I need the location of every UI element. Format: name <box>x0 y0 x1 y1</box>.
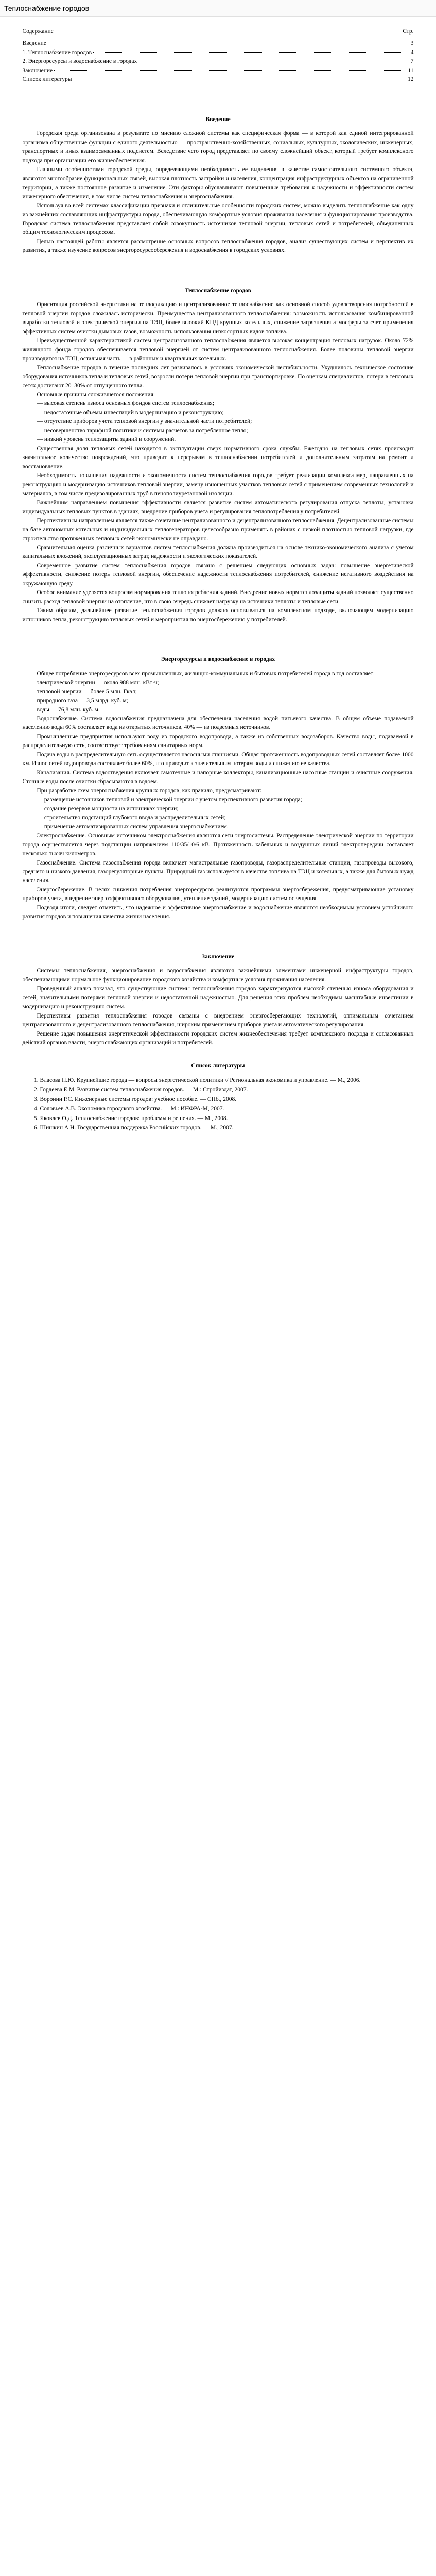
paragraph: — строительство подстанций глубокого ввода и распределительных сетей; <box>37 815 226 821</box>
paragraph: Перспективным направлением является также сочетание централизованного и децентрализованного теплоснабжения. Децентрализованные системы на базе автономных котельных и индивидуальных теплогенераторов целесообразно применять в районах с низкой плотностью тепловой нагрузки, где строительство протяженных тепловых сетей экономически не оправдано. <box>22 517 414 542</box>
paragraph: Водоснабжение. Система водоснабжения предназначена для обеспечения населения водой питьевого качества. В общем объеме подаваемой населению воды 60% составляет вода из открытых источников, 40% — из подземных источников. <box>22 716 414 731</box>
paragraph: — применение автоматизированных систем управления энергоснабжением. <box>37 823 229 830</box>
paragraph: Энергосбережение. В целях снижения потребления энергоресурсов реализуются программы энергосбережения, предусматривающие установку приборов учета, внедрение энергоэффективного оборудования, утепление зданий, модернизацию систем освещения. <box>22 886 414 902</box>
paragraph: Ориентация российской энергетики на теплофикацию и централизованное теплоснабжение как основной способ удовлетворения потребностей в тепловой энергии городов сложилась исторически. Преимущества централизованного теплоснабжения: возможность использования комбинированной выработки тепловой и электрической энергии на ТЭЦ, более высокий КПД крупных котельных, снижение загрязнения атмосферы за счет применения эффективных систем очистки дымовых газов, возможность использования низкосортных видов топлива. <box>22 301 414 335</box>
intro-heading: Введение <box>205 116 231 123</box>
toc-entry-title: Список литературы <box>22 76 72 83</box>
references-list <box>23 1076 414 1133</box>
section1-body <box>23 300 414 624</box>
paragraph: Особое внимание уделяется вопросам нормирования теплопотребления зданий. Внедрение новых норм теплозащиты зданий позволяет существенно снизить расход тепловой энергии на отопление, что в свою очередь снижает нагрузку на источники теплоты и тепловые сети. <box>22 589 414 605</box>
paragraph: Главными особенностями городской среды, определяющими необходимость ее выделения в качестве самостоятельного системного объекта, являются многообразие функциональных связей, высокая плотность застройки и населения, концентрация инфраструктурных объектов на ограниченной территории, а также постоянное развитие и изменение. Эти факторы обуславливают повышенные требования к надежности и эффективности систем инженерного обеспечения, в том числе систем теплоснабжения и энергоснабжения. <box>22 166 414 200</box>
toc-heading: Содержание <box>22 28 54 35</box>
reference-item: 2. Гордеева Е.М. Развитие систем теплоснабжения городов. — М.: Стройиздат, 2007. <box>40 1086 414 1094</box>
paragraph: электрической энергии — около 988 млн. кВт·ч; <box>37 680 159 686</box>
toc-entry[interactable] <box>23 75 414 84</box>
paragraph: — высокая степень износа основных фондов систем теплоснабжения; <box>37 400 215 407</box>
section2-body <box>23 670 414 922</box>
paragraph: Существенная доля тепловых сетей находится в эксплуатации сверх нормативного срока службы. Ежегодно на тепловых сетях происходит значительное количество повреждений, что приводит к перерывам в теплоснабжении потребителей и дополнительным затратам на ремонт и восстановление. <box>22 445 414 470</box>
paragraph: Перспективы развития теплоснабжения городов связаны с внедрением энергосберегающих технологий, оптимальным сочетанием централизованного и децентрализованного теплоснабжения, широким применением приборов учета и автоматического регулирования. <box>22 1012 414 1028</box>
paragraph: Таким образом, дальнейшее развитие теплоснабжения городов должно основываться на комплексном подходе, включающем модернизацию источников тепла, реконструкцию тепловых сетей и мероприятия по энергосбережению у потребителей. <box>22 607 414 623</box>
conclusion-body <box>23 967 414 1047</box>
table-of-contents <box>23 27 414 84</box>
paragraph: Подводя итоги, следует отметить, что надежное и эффективное энергоснабжение и водоснабжение являются необходимым условием устойчивого развития городов и повышения качества жизни населения. <box>22 904 414 920</box>
paragraph: Канализация. Система водоотведения включает самотечные и напорные коллекторы, канализационные насосные станции и очистные сооружения. Сточные воды после очистки сбрасываются в водоем. <box>22 769 414 785</box>
paragraph: тепловой энергии — более 5 млн. Гкал; <box>37 688 137 695</box>
toc-entry[interactable] <box>23 66 414 75</box>
paragraph: — создание резервов мощности на источниках энергии; <box>37 805 179 812</box>
toc-entry[interactable] <box>23 39 414 48</box>
toc-entry-title: Заключение <box>22 67 53 74</box>
paragraph: — низкий уровень теплозащиты зданий и сооружений. <box>37 436 176 443</box>
conclusion-heading: Заключение <box>201 953 235 960</box>
paragraph: — отсутствие приборов учета тепловой энергии у значительной части потребителей; <box>37 418 252 425</box>
paragraph: Важнейшим направлением повышения эффективности является развитие систем автоматического регулирования отпуска теплоты, установка индивидуальных тепловых пунктов в зданиях, внедрение приборов учета и регулирования теплопотребления у потребителей. <box>22 499 414 515</box>
paragraph: Газоснабжение. Система газоснабжения города включает магистральные газопроводы, газораспределительные станции, газопроводы высокого, среднего и низкого давления, газорегуляторные пункты. Природный газ используется в качестве топлива на ТЭЦ и котельных, а также для бытовых нужд населения. <box>22 859 414 884</box>
reference-item: 5. Яковлев О.Д. Теплоснабжение городов: проблемы и решения. — М., 2008. <box>40 1114 414 1123</box>
section2-heading: Энергоресурсы и водоснабжение в городах <box>161 656 275 663</box>
paragraph: Проведенный анализ показал, что существующие системы теплоснабжения городов характеризуются высокой степенью износа оборудования и сетей, значительными потерями тепловой энергии и недостаточной надежностью. Для решения этих проблем необходимы масштабные инвестиции в модернизацию и реконструкцию систем. <box>22 986 414 1010</box>
paragraph: воды — 76,8 млн. куб. м. <box>37 706 100 713</box>
toc-entry-page: 4 <box>410 49 414 56</box>
paragraph: Подача воды в распределительную сеть осуществляется насосными станциями. Общая протяженность водопроводных сетей составляет более 1000 км. Износ сетей водопровода составляет более 60%, что приводит к значительным потерям воды и снижению ее качества. <box>22 751 414 767</box>
section1-heading: Теплоснабжение городов <box>185 287 251 294</box>
document <box>23 17 414 1154</box>
paragraph: Основные причины сложившегося положения: <box>37 392 155 398</box>
references-heading: Список литературы <box>191 1063 245 1070</box>
toc-dot-leader <box>93 52 409 53</box>
paragraph: Системы теплоснабжения, энергоснабжения и водоснабжения являются важнейшими элементами инженерной инфраструктуры городов, обеспечивающими нормальное функционирование городского хозяйства и комфортные условия проживания населения. <box>22 968 414 983</box>
toc-entry-page: 3 <box>410 40 414 47</box>
toc-entry[interactable] <box>23 57 414 66</box>
paragraph: Используя во всей системах классификации признаки и отличительные особенности городских систем, можно выделить теплоснабжение как одну из важнейших составляющих инфраструктуры города, обеспечивающую комфортные условия проживания населения и функционирования производства. Городская система теплоснабжения представляет собой совокупность источников тепловой энергии, тепловых сетей и потребителей, объединенных общим технологическим процессом. <box>22 202 414 236</box>
intro-body <box>23 129 414 256</box>
paragraph: Общее потребление энергоресурсов всех промышленных, жилищно-коммунальных и бытовых потребителей города в год составляет: <box>37 670 375 677</box>
toc-dot-leader <box>54 70 406 71</box>
paragraph: Необходимость повышения надежности и экономичности систем теплоснабжения городов требует реализации комплекса мер, направленных на реконструкцию и модернизацию источников тепловой энергии, замену изношенных участков тепловых сетей с применением современных технологий и материалов, в том числе предизолированных труб в пенополиуретановой изоляции. <box>22 472 414 497</box>
paragraph: — размещение источников тепловой и электрической энергии с учетом перспективного развития города; <box>37 796 302 803</box>
paragraph: При разработке схем энергоснабжения крупных городов, как правило, предусматривают: <box>37 787 262 794</box>
paragraph: природного газа — 3,5 млрд. куб. м; <box>37 698 128 704</box>
paragraph: Электроснабжение. Основным источником электроснабжения являются сети энергосистемы. Распределение электрической энергии по территории города осуществляется через подстанции напряжением 110/35/10/6 кВ. Протяженность кабельных и воздушных линий электропередачи составляет несколько тысяч километров. <box>22 833 414 857</box>
reference-item: 3. Воронин Р.С. Инженерные системы городов: учебное пособие. — СПб., 2008. <box>40 1095 414 1104</box>
window-title: Теплоснабжение городов <box>0 0 436 17</box>
toc-entry-page: 7 <box>410 58 414 65</box>
toc-page-column: Стр. <box>403 28 414 35</box>
paragraph: Современное развитие систем теплоснабжения городов связано с решением следующих основных задач: повышение энергетической эффективности, снижение потерь тепловой энергии, обеспечение надежности теплоснабжения потребителей, снижение негативного воздействия на окружающую среду. <box>22 562 414 587</box>
paragraph: Целью настоящей работы является рассмотрение основных вопросов теплоснабжения городов, анализ существующих систем и перспектив их развития, а также изучение вопросов энергоресурсосбережения и водоснабжения в городских условиях. <box>22 238 414 254</box>
toc-entry-page: 12 <box>408 76 414 83</box>
paragraph: — несовершенство тарифной политики и системы расчетов за потребленное тепло; <box>37 427 248 434</box>
paragraph: Сравнительная оценка различных вариантов систем теплоснабжения должна производиться на основе технико-экономического анализа с учетом капитальных вложений, эксплуатационных затрат, надежности и экологических показателей. <box>22 544 414 560</box>
toc-entry-title: 2. Энергоресурсы и водоснабжение в городах <box>22 58 137 65</box>
paragraph: Промышленные предприятия используют воду из городского водопровода, а также из собственных водозаборов. Качество воды, подаваемой в распределительную сеть, соответствует требованиям санитарных норм. <box>22 733 414 749</box>
paragraph: — недостаточные объемы инвестиций в модернизацию и реконструкцию; <box>37 409 224 416</box>
reference-item: 1. Власова Н.Ю. Крупнейшие города — вопросы энергетической политики // Региональная экономика и управление. — М., 2006. <box>40 1076 414 1085</box>
paragraph: Решение задач повышения энергетической эффективности городских систем жизнеобеспечения требует комплексного подхода и согласованных действий органов власти, энергоснабжающих организаций и потребителей. <box>22 1030 414 1046</box>
reference-item: 4. Соловьев А.В. Экономика городского хозяйства. — М.: ИНФРА-М, 2007. <box>40 1105 414 1113</box>
reference-item: 6. Шишкин А.Н. Государственная поддержка Российских городов. — М., 2007. <box>40 1124 414 1132</box>
paragraph: Преимущественной характеристикой систем централизованного теплоснабжения является высокая концентрация тепловых нагрузок. Около 72% жилищного фонда городов обеспечивается тепловой энергией от систем централизованного теплоснабжения. Более половины тепловой энергии производится на ТЭЦ, остальная часть — в районных и квартальных котельных. <box>22 337 414 362</box>
toc-entry-title: Введение <box>22 40 46 47</box>
paragraph: Теплоснабжение городов в течение последних лет развивалось в условиях экономической нестабильности. Ухудшилось техническое состояние оборудования источников тепла и тепловых сетей, возросли потери тепловой энергии при транспортировке. По оценкам специалистов, потери в тепловых сетях достигают 20–30% от отпущенного тепла. <box>22 364 414 389</box>
toc-entry-title: 1. Теплоснабжение городов <box>22 49 92 56</box>
toc-entry[interactable] <box>23 48 414 57</box>
toc-entry-page: 11 <box>408 67 414 74</box>
paragraph: Городская среда организована в результате по мнению сложной системы как специфическая форма — в которой как единой интегрированной организма общественные функции с единого деятельностью — пространственно-хозяйственных, социальных, культурных, экологических, инженерных, транспортных и иных взаимосвязанных подсистем. Вследствие чего город представляет по своему сложнейший объект, который требует комплексного подхода при организации его жизнеобеспечения. <box>22 130 414 164</box>
